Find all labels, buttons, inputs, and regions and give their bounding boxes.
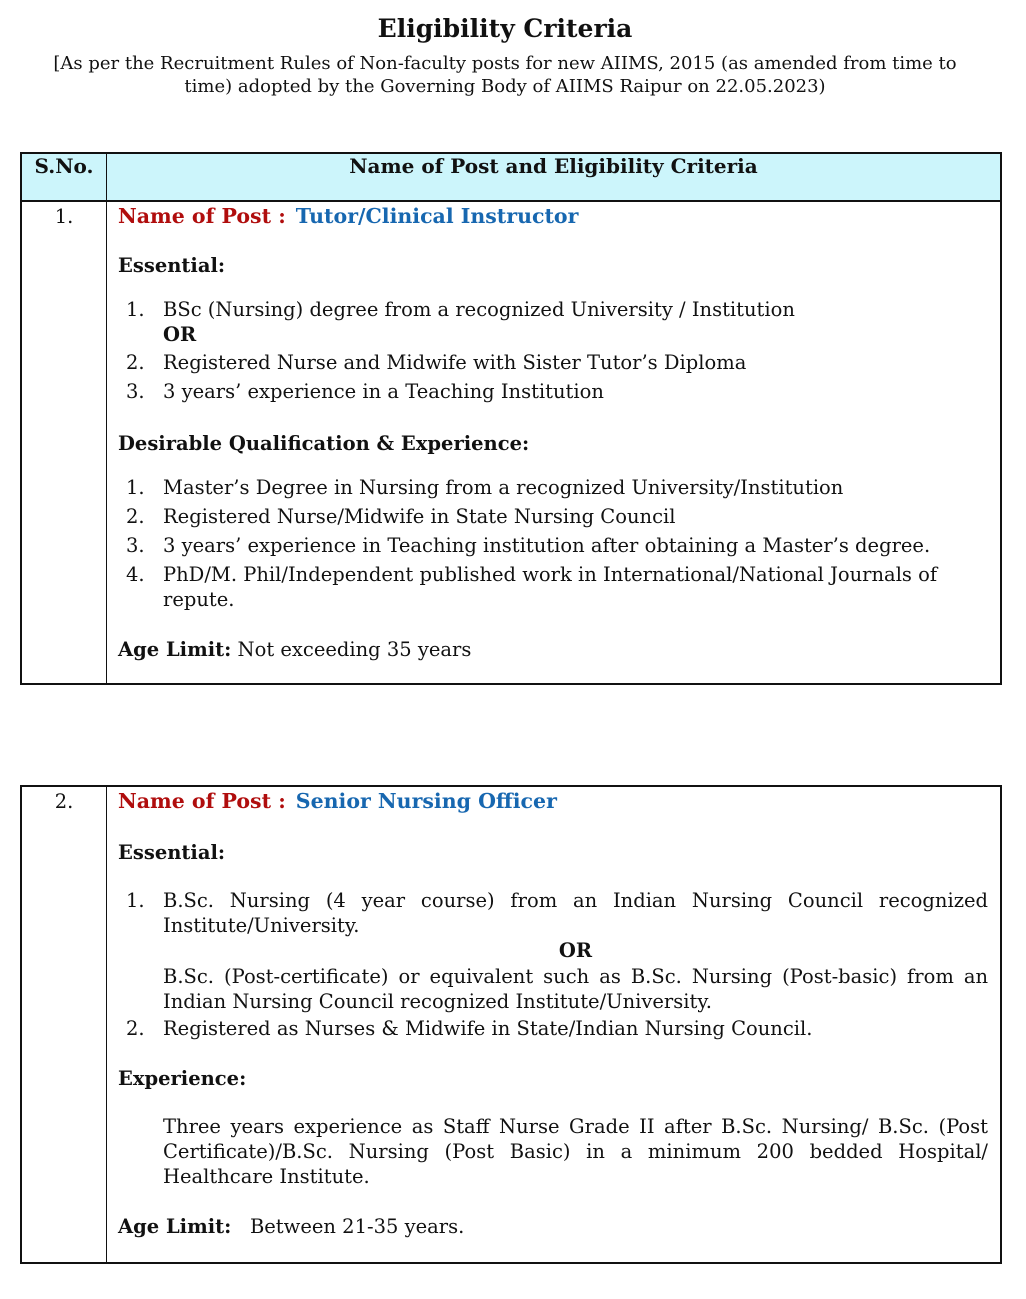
item-text: Registered as Nurses & Midwife in State/Indian Nursing Council. [163, 1017, 813, 1040]
list-item [118, 379, 988, 404]
post-1-or: OR [163, 323, 197, 346]
list-item [118, 1016, 988, 1041]
post-1-age-value: Not exceeding 35 years [237, 638, 472, 661]
list-item [118, 504, 988, 529]
post-1-name: Tutor/Clinical Instructor [295, 204, 579, 228]
item-text: BSc (Nursing) degree from a recognized University / Institution [163, 298, 795, 321]
document-title: Eligibility Criteria [377, 14, 633, 43]
item-number: 3. [126, 534, 145, 557]
item-text: Master’s Degree in Nursing from a recognized University/Institution [163, 476, 844, 499]
post-table-1 [20, 152, 1002, 685]
item-text: Registered Nurse/Midwife in State Nursing Council [163, 505, 676, 528]
item-number: 3. [126, 380, 145, 403]
post-1-content [107, 201, 1002, 684]
post-2-age-limit [118, 1215, 988, 1238]
list-item [118, 888, 988, 1014]
post-1-essential-heading: Essential: [118, 254, 226, 277]
header-sno: S.No. [21, 153, 107, 201]
item-number: 2. [126, 351, 145, 374]
item-text: B.Sc. Nursing (4 year course) from an Indian Nursing Council recognized Institute/University. [163, 889, 988, 937]
post-table-2 [20, 785, 1002, 1264]
post-2-title-line [118, 789, 988, 813]
item-text: Registered Nurse and Midwife with Sister Tutor’s Diploma [163, 351, 747, 374]
post-2-essential-list [118, 888, 988, 1041]
post-2-age-value: Between 21-35 years. [249, 1215, 465, 1238]
item-number: 1. [126, 298, 145, 321]
item-number: 1. [126, 476, 145, 499]
post-1-age-label: Age Limit: [118, 638, 232, 661]
item-number: 1. [126, 889, 145, 912]
post-2-content [107, 786, 1002, 1263]
post-2-name: Senior Nursing Officer [295, 789, 557, 813]
post-2-label: Name of Post : [118, 789, 286, 813]
list-item [118, 475, 988, 500]
post-2-experience-text: Three years experience as Staff Nurse Grade II after B.Sc. Nursing/ B.Sc. (Post Certificate)/B.Sc. Nursing (Post Basic) in a minimum 200 bedded Hospital/ Healthcare Institute. [163, 1115, 988, 1188]
header-post-criteria: Name of Post and Eligibility Criteria [107, 153, 1002, 201]
post-1-label: Name of Post : [118, 204, 286, 228]
post-2-sno: 2. [21, 786, 107, 1263]
post-1-title-line [118, 204, 988, 228]
list-item [118, 297, 988, 322]
post-1-sno: 1. [21, 201, 107, 684]
document-subtitle: [As per the Recruitment Rules of Non-faculty posts for new AIIMS, 2015 (as amended from time to time) adopted by the Governing Body of AIIMS Raipur on 22.05.2023) [53, 53, 957, 97]
item-text-alt: B.Sc. (Post-certificate) or equivalent such as B.Sc. Nursing (Post-basic) from an Indian Nursing Council recognized Institute/University. [163, 965, 988, 1013]
item-number: 2. [126, 505, 145, 528]
post-1-desirable-list [118, 475, 988, 612]
item-text: 3 years’ experience in Teaching institution after obtaining a Master’s degree. [163, 534, 931, 557]
post-1-essential-list [118, 297, 988, 404]
item-number: 4. [126, 563, 145, 586]
list-item [118, 562, 988, 612]
post-row-1 [21, 201, 1001, 684]
list-item [118, 350, 988, 375]
post-row-2 [21, 786, 1001, 1263]
post-2-essential-heading: Essential: [118, 841, 226, 864]
item-number: 2. [126, 1017, 145, 1040]
item-text: 3 years’ experience in a Teaching Institution [163, 380, 604, 403]
post-1-desirable-heading: Desirable Qualification & Experience: [118, 432, 530, 455]
post-2-experience-heading: Experience: [118, 1067, 247, 1090]
item-text: PhD/M. Phil/Independent published work in International/National Journals of repute. [163, 563, 938, 611]
table-header-row [21, 153, 1001, 201]
list-item [118, 533, 988, 558]
post-2-age-label: Age Limit: [118, 1215, 232, 1238]
post-1-age-limit [118, 638, 988, 661]
post-2-or: OR [558, 939, 593, 962]
